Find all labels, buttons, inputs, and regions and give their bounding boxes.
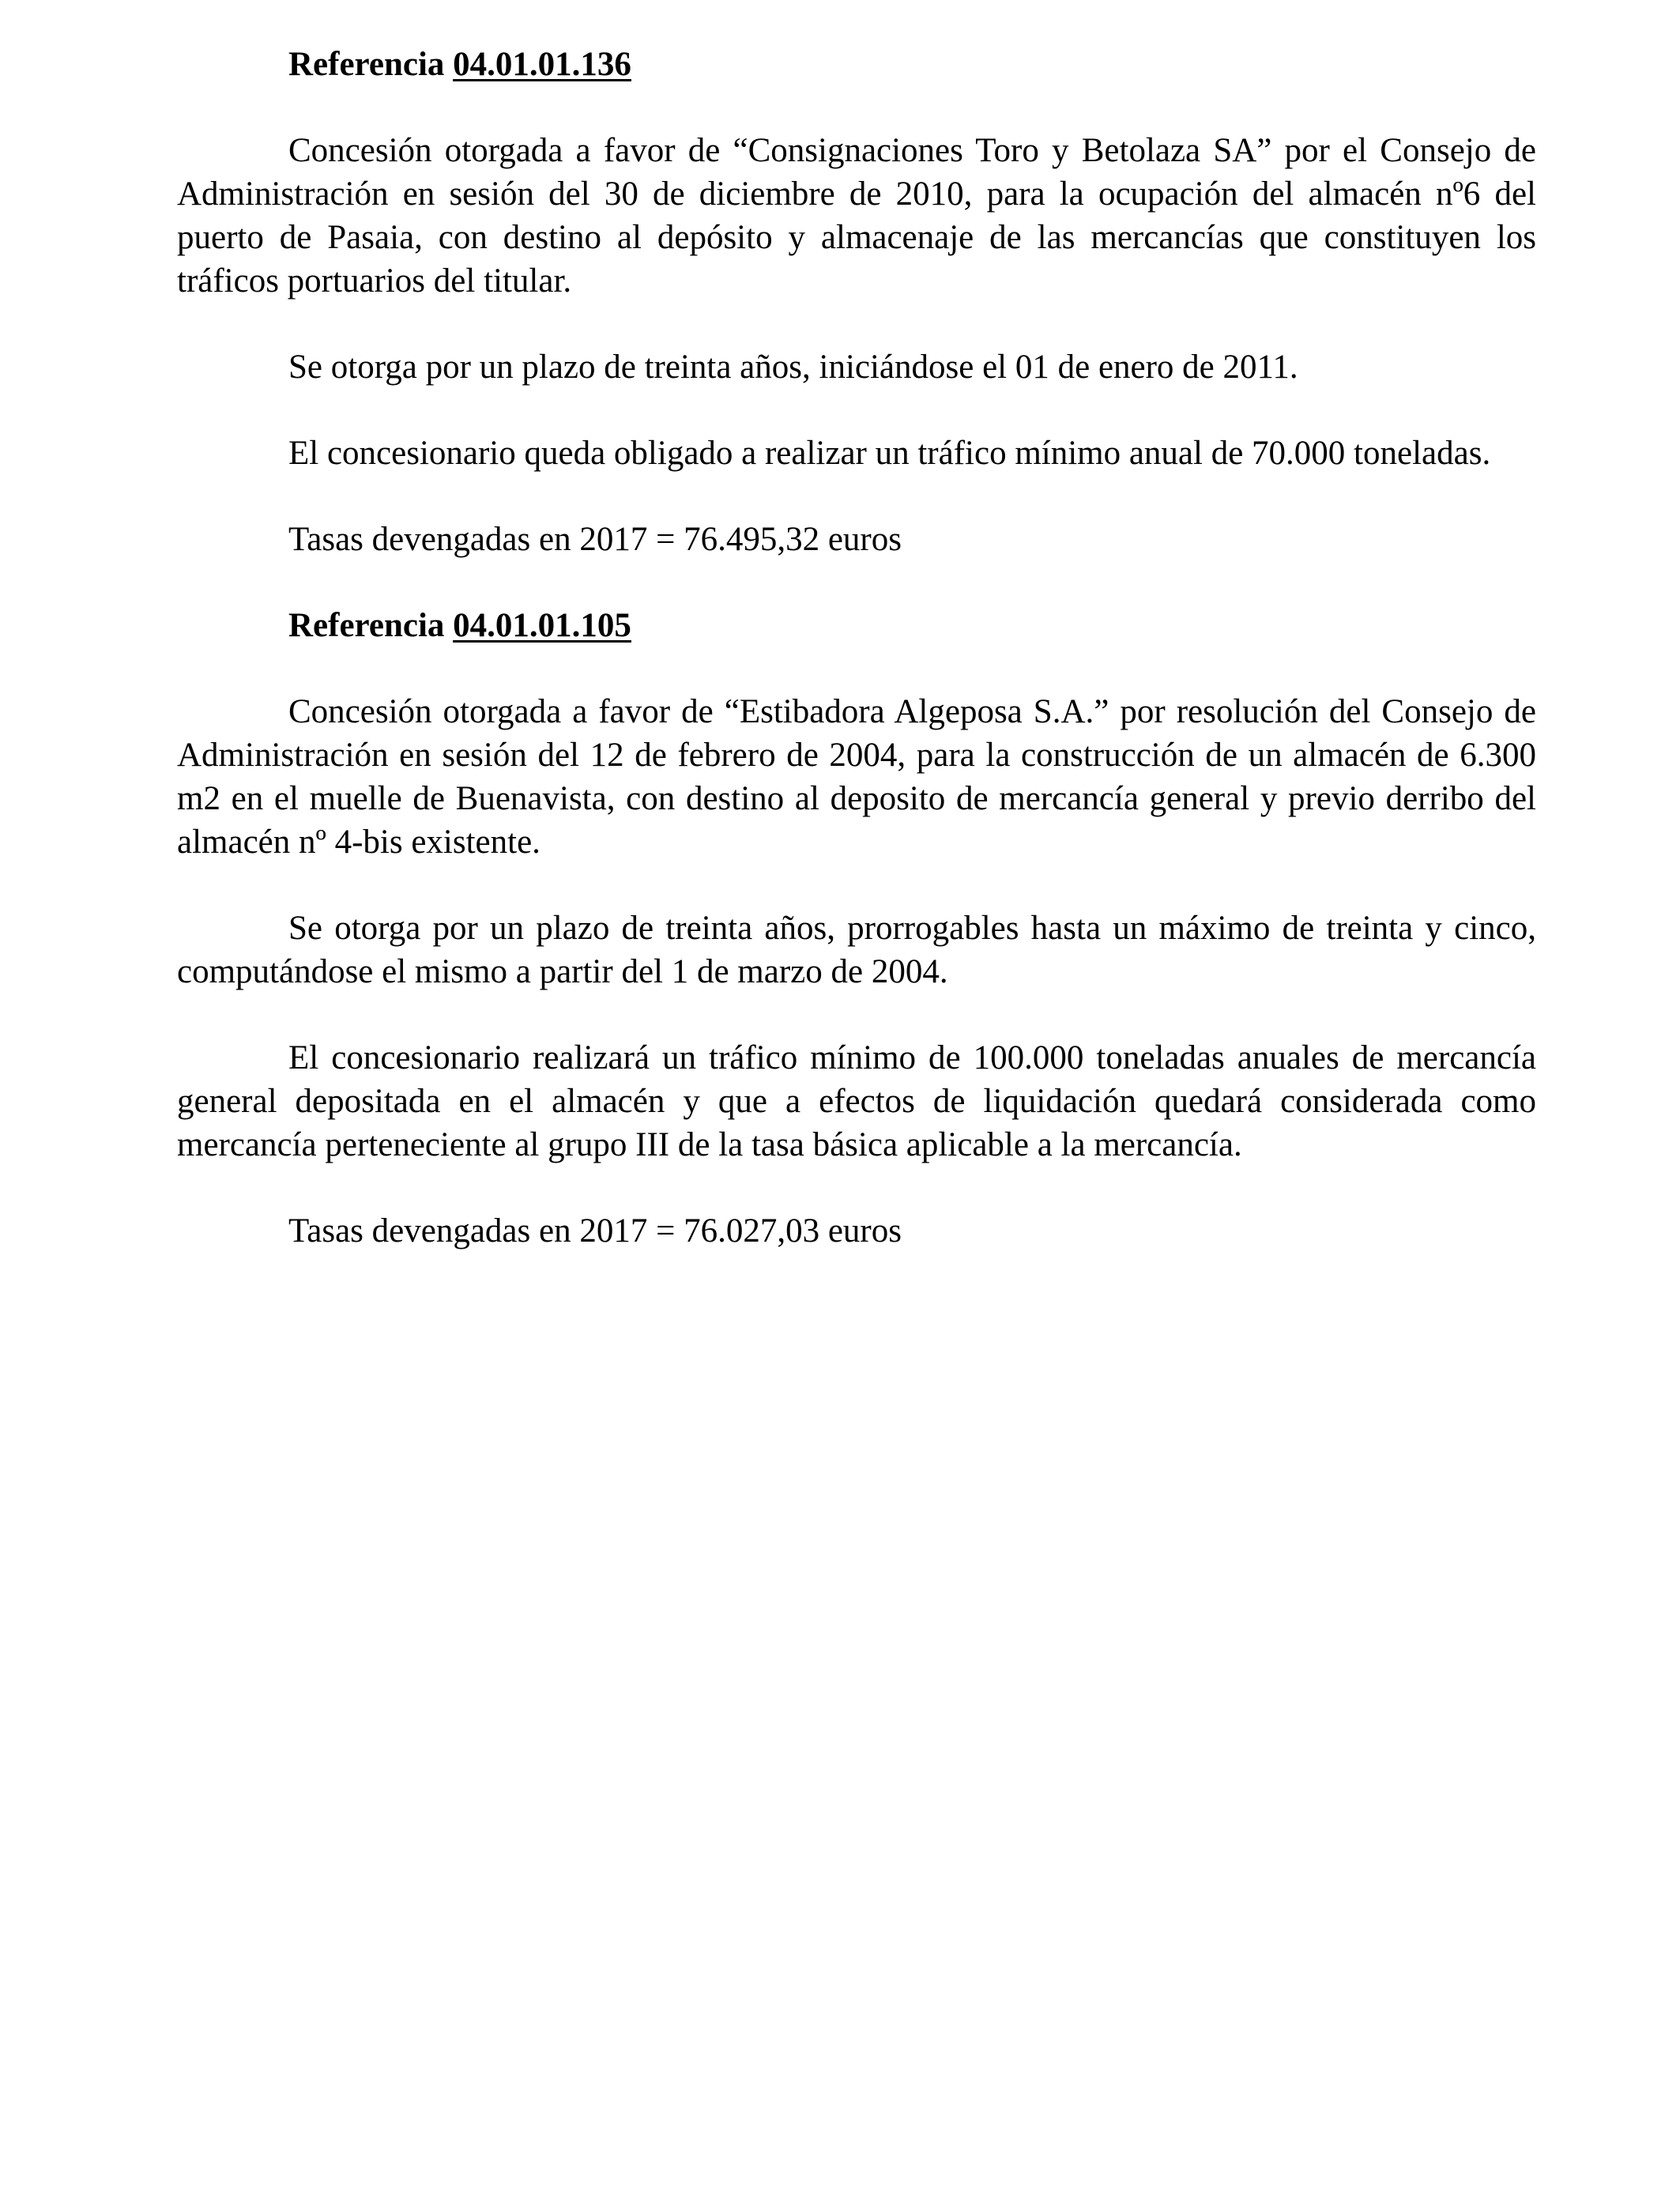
concession-description: Concesión otorgada a favor de “Estibadora Algeposa S.A.” por resolución del Consejo de Administración en sesión del 12 de febrero de 2004, para la construcción de un almacén de 6.300 m2 en el muelle de Buenavista, con destino al deposito de mercancía general y previo derribo del almacén nº 4-bis existente. — [177, 693, 1536, 861]
reference-code: 04.01.01.136 — [453, 46, 631, 83]
obligation-paragraph: El concesionario queda obligado a realizar un tráfico mínimo anual de 70.000 toneladas. — [288, 435, 1491, 472]
reference-heading-2 — [177, 604, 1536, 647]
term-paragraph: Se otorga por un plazo de treinta años, iniciándose el 01 de enero de 2011. — [288, 349, 1298, 386]
reference-heading-1 — [177, 43, 1536, 86]
concession-description: Concesión otorgada a favor de “Consignaciones Toro y Betolaza SA” por el Consejo de Administración en sesión del 30 de diciembre de 2010, para la ocupación del almacén nº6 del puerto de Pasaia, con destino al depósito y almacenaje de las mercancías que constituyen los tráficos portuarios del titular. — [177, 132, 1536, 300]
fees-paragraph: Tasas devengadas en 2017 = 76.495,32 euros — [288, 521, 902, 558]
term-paragraph: Se otorga por un plazo de treinta años, prorrogables hasta un máximo de treinta y cinco, computándose el mismo a partir del 1 de marzo de 2004. — [177, 910, 1536, 990]
reference-label: Referencia — [288, 46, 445, 83]
document-body — [177, 43, 1536, 1295]
reference-label: Referencia — [288, 607, 445, 644]
reference-code: 04.01.01.105 — [453, 607, 631, 644]
obligation-paragraph: El concesionario realizará un tráfico mínimo de 100.000 toneladas anuales de mercancía general depositada en el almacén y que a efectos de liquidación quedará considerada como mercancía perteneciente al grupo III de la tasa básica aplicable a la mercancía. — [177, 1039, 1536, 1163]
fees-paragraph: Tasas devengadas en 2017 = 76.027,03 euros — [288, 1212, 902, 1250]
